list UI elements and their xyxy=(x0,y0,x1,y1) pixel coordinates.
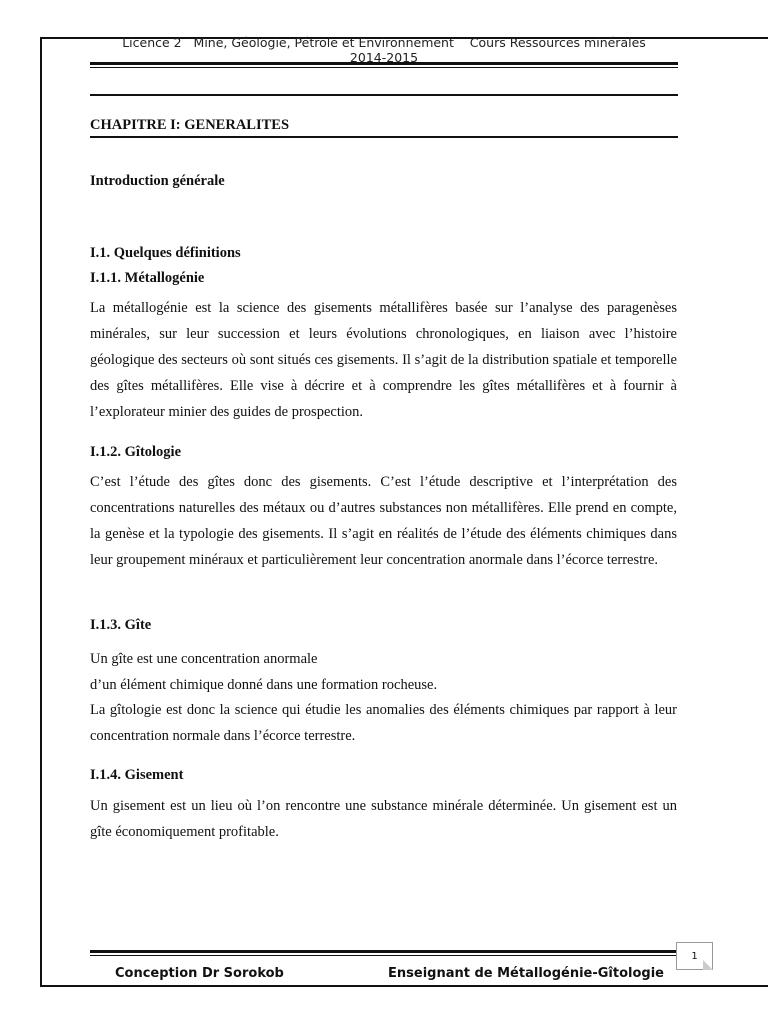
subsection-title: I.1.1. Métallogénie xyxy=(90,270,205,286)
chapter-rule-top xyxy=(90,94,678,96)
footer-rule-thin xyxy=(90,955,678,956)
section-heading: I.1. Quelques définitions xyxy=(90,245,241,261)
subsection-title: I.1.4. Gisement xyxy=(90,767,184,783)
footer-conception: Conception xyxy=(115,966,198,981)
header-rule-thin xyxy=(90,67,678,68)
footer-role-a: Enseignant de Métallogénie xyxy=(388,966,593,981)
footer-rule xyxy=(90,950,678,953)
paragraph: C’est l’étude des gîtes donc des gisements. C’est l’étude descriptive et l’interprétation des concentrations naturelles des métaux ou d’autres substances non métallifères. Elle prend en compte, la genèse et la typologie des gisements. Il s’agit en réalités de l’étude des éléments chimiques dans leur groupement minéraux et particulièrement leur concentration anormale dans l’écorce terrestre. xyxy=(90,474,677,568)
header-year: 2014-2015 xyxy=(349,50,419,62)
paragraph: Un gisement est un lieu où l’on rencontre une substance minérale déterminée. Un gisement est un gîte économiquement profitable. xyxy=(90,798,677,840)
footer-author xyxy=(115,966,284,981)
paragraph: La métallogénie est la science des gisements métallifères basée sur l’analyse des paragenèses minérales, sur leur succession et leurs évolutions chronologiques, en liaison avec l’histoire géologique des secteurs où sont situés ces gisements. Il s’agit de la distribution spatiale et temporelle des gîtes métallifères. Elle vise à décrire et à comprendre les gîtes métallifères et à fournir à l’explorateur minier des guides de prospection. xyxy=(90,300,677,420)
header-rule xyxy=(90,62,678,65)
footer-role xyxy=(388,966,664,981)
paragraph-line: d’un élément chimique donné dans une formation rocheuse. xyxy=(90,677,438,693)
chapter-rule-bottom xyxy=(90,136,678,138)
subsection-title: I.1.3. Gîte xyxy=(90,617,152,633)
footer-author-name: Dr Sorokob xyxy=(201,966,284,981)
intro-heading: Introduction générale xyxy=(90,173,225,189)
header-line xyxy=(90,35,678,50)
paragraph-line: Un gîte est une concentration anormale xyxy=(90,651,318,667)
subsection-title: I.1.2. Gîtologie xyxy=(90,444,182,460)
chapter-title: CHAPITRE I: GENERALITES xyxy=(90,117,290,133)
page-header xyxy=(90,35,678,62)
header-right: Cours Ressources minérales xyxy=(469,35,646,50)
footer-role-b: -Gîtologie xyxy=(592,966,664,981)
paragraph: La gîtologie est donc la science qui étudie les anomalies des éléments chimiques par rapport à leur concentration normale dans l’écorce terrestre. xyxy=(90,702,677,744)
page-number: 1 xyxy=(676,942,713,970)
header-left: Licence 2 Mine, Géologie, Pétrole et Environnement xyxy=(122,35,454,50)
